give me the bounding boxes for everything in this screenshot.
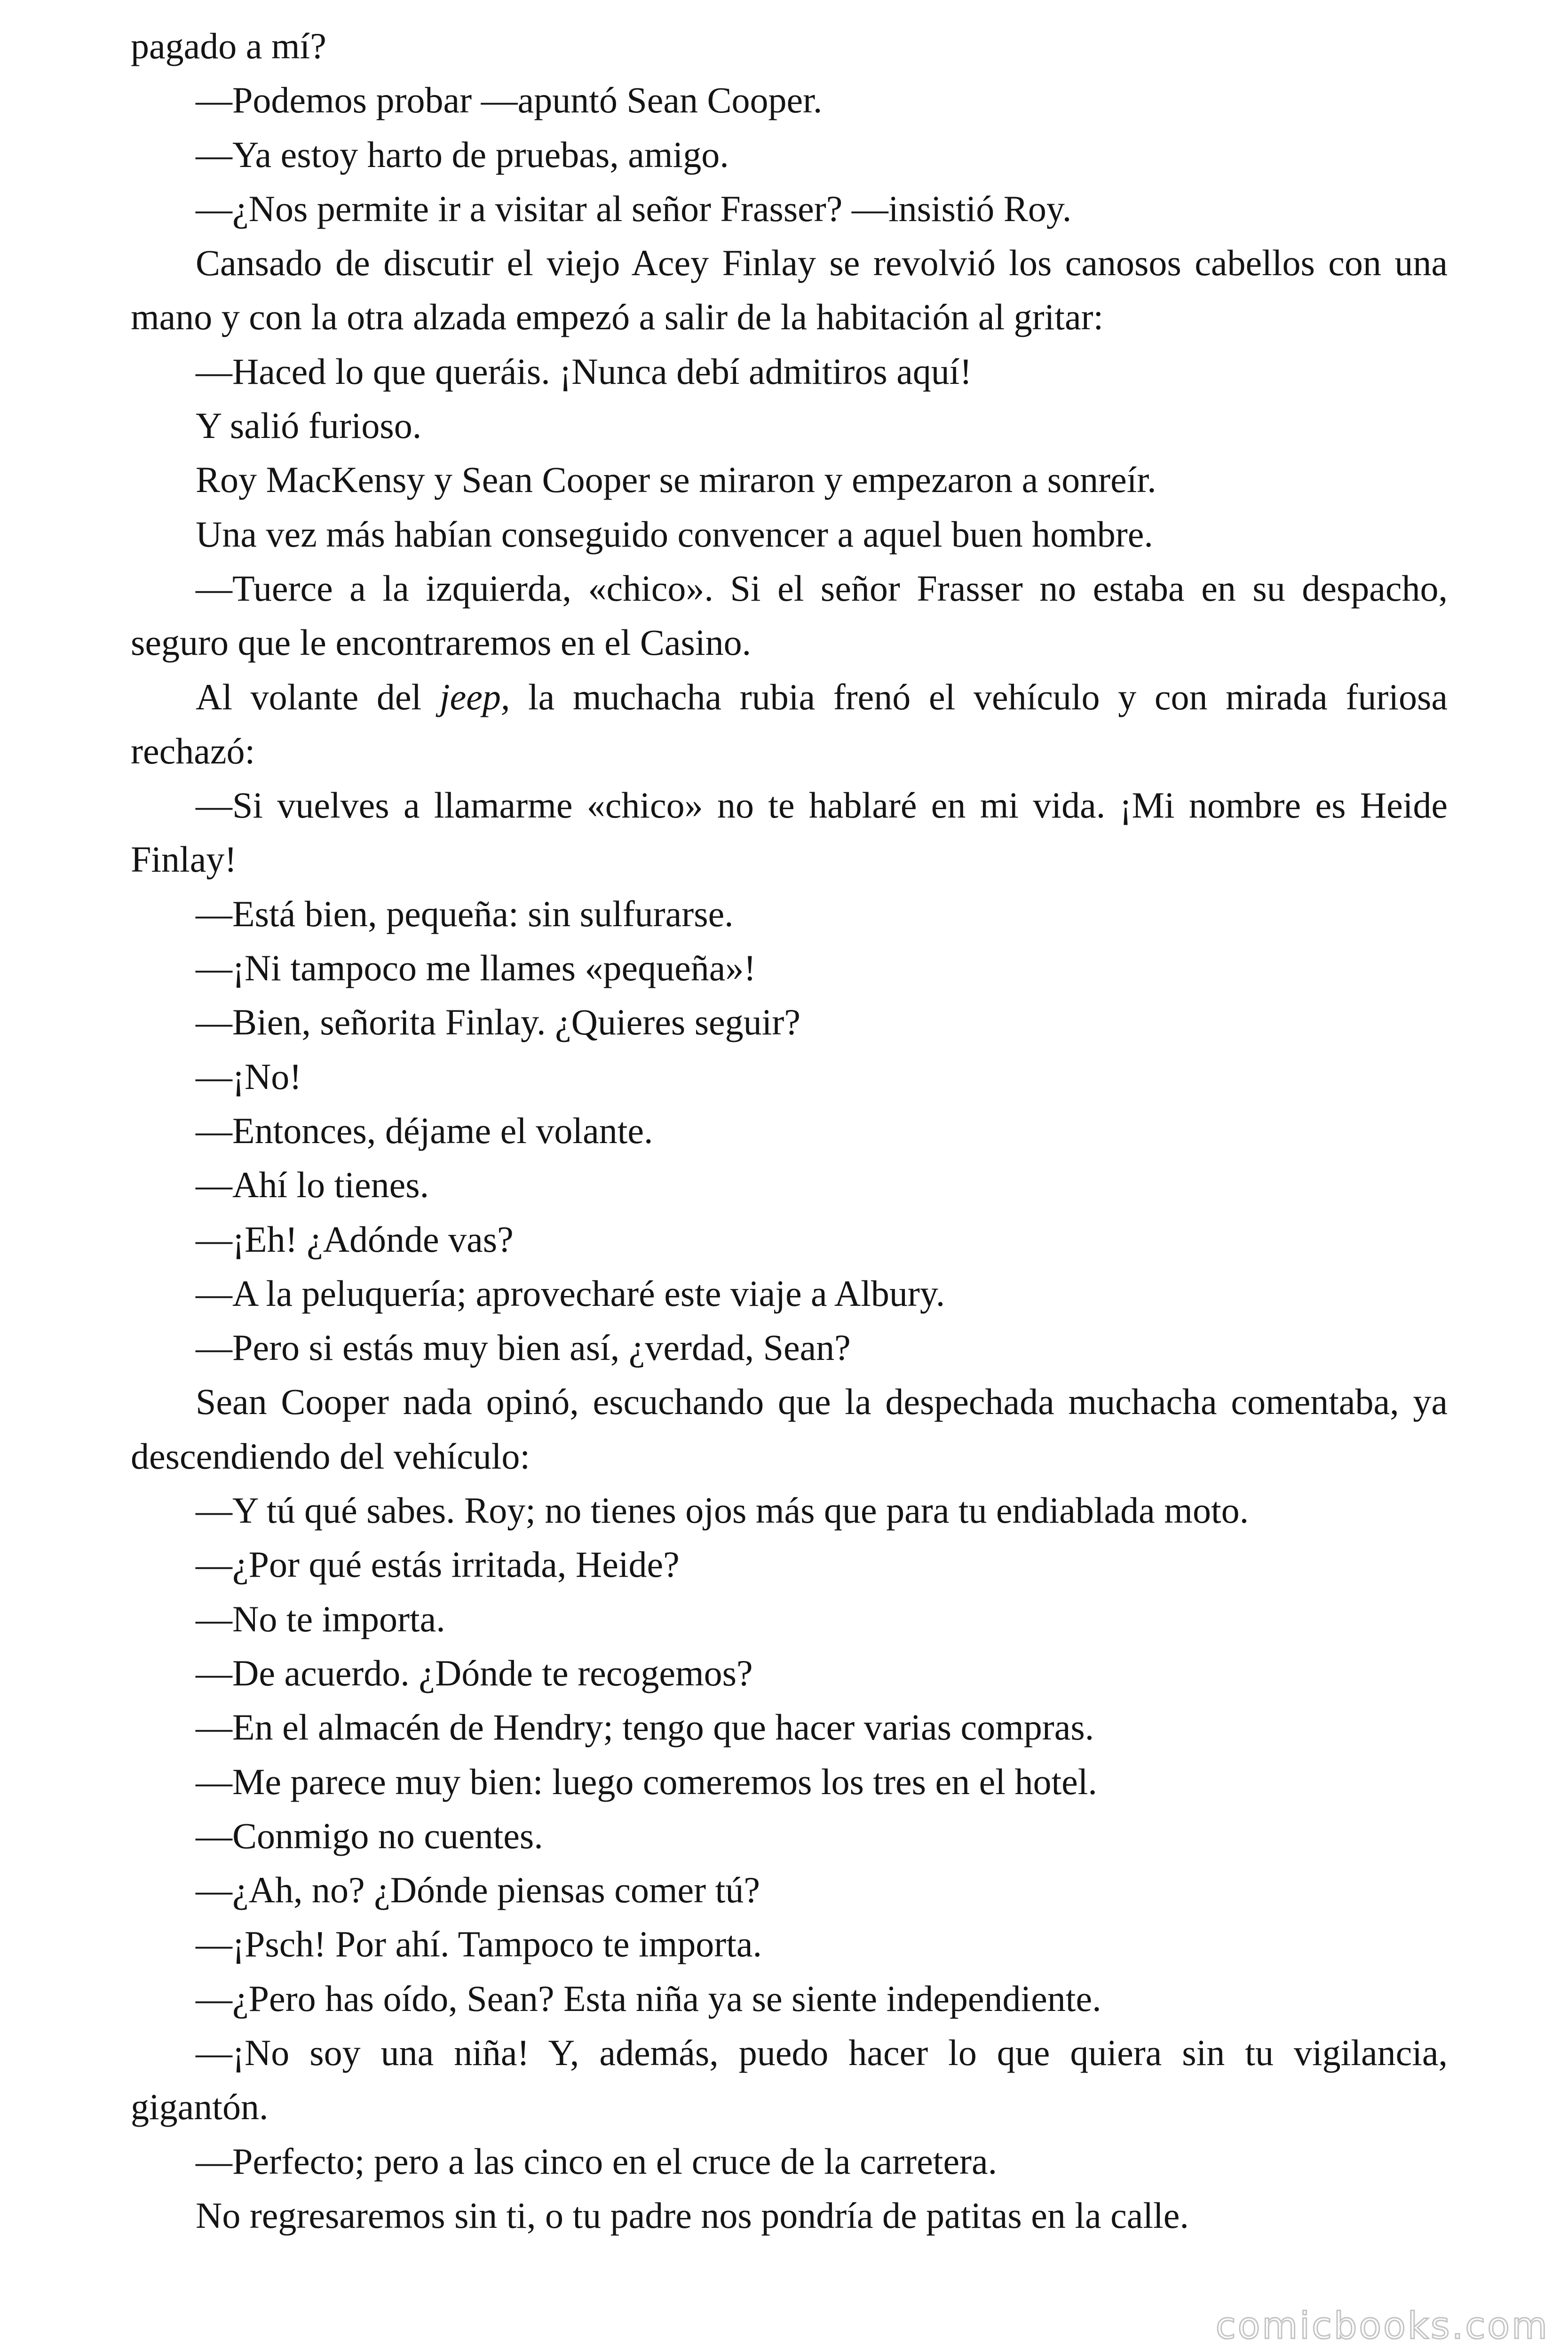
paragraph: —Está bien, pequeña: sin sulfurarse. (196, 893, 734, 934)
paragraph: —Si vuelves a llamarme «chico» no te hablaré en mi vida. ¡Mi nombre es Heide Finlay! (131, 785, 1448, 880)
paragraph: —¿Nos permite ir a visitar al señor Frasser? —insistió Roy. (196, 188, 1072, 229)
paragraph: —A la peluquería; aprovecharé este viaje a Albury. (196, 1272, 945, 1314)
paragraph: Sean Cooper nada opinó, escuchando que la despechada muchacha comentaba, ya descendiendo del vehículo: (131, 1381, 1448, 1477)
paragraph (131, 670, 1448, 779)
paragraph: —Y tú qué sabes. Roy; no tienes ojos más que para tu endiablada moto. (196, 1490, 1249, 1531)
paragraph: —¿Ah, no? ¿Dónde piensas comer tú? (196, 1869, 760, 1911)
paragraph: Y salió furioso. (196, 405, 422, 446)
paragraph: —Entonces, déjame el volante. (196, 1110, 653, 1151)
paragraph: No regresaremos sin ti, o tu padre nos pondría de patitas en la calle. (196, 2194, 1189, 2236)
paragraph-text: Al volante del (196, 676, 440, 717)
paragraph: —¡No! (196, 1056, 302, 1097)
paragraph: —¡No soy una niña! Y, además, puedo hacer lo que quiera sin tu vigilancia, gigantón. (131, 2032, 1448, 2128)
watermark-logo: comicbooks.com (1215, 2305, 1549, 2347)
paragraph: —Me parece muy bien: luego comeremos los tres en el hotel. (196, 1761, 1097, 1802)
paragraph: —Pero si estás muy bien así, ¿verdad, Sean? (196, 1327, 851, 1368)
paragraph: —No te importa. (196, 1598, 445, 1639)
paragraph: —Bien, señorita Finlay. ¿Quieres seguir? (196, 1001, 800, 1043)
paragraph: —Ahí lo tienes. (196, 1164, 429, 1206)
paragraph: —¡Ni tampoco me llames «pequeña»! (196, 947, 756, 989)
paragraph-text: la muchacha rubia frenó el vehículo y con mirada furiosa rechazó: (131, 676, 1448, 771)
paragraph: Roy MacKensy y Sean Cooper se miraron y empezaron a sonreír. (196, 459, 1156, 501)
paragraph: —De acuerdo. ¿Dónde te recogemos? (196, 1652, 753, 1693)
paragraph: Cansado de discutir el viejo Acey Finlay se revolvió los canosos cabellos con una mano y con la otra alzada empezó a salir de la habitación al gritar: (131, 242, 1448, 338)
paragraph: —En el almacén de Hendry; tengo que hacer varias compras. (196, 1707, 1094, 1748)
paragraph: —Perfecto; pero a las cinco en el cruce de la carretera. (196, 2140, 998, 2182)
paragraph: —¿Pero has oído, Sean? Esta niña ya se siente independiente. (196, 1978, 1101, 2019)
book-page-text (131, 19, 1448, 2242)
paragraph: —¡Eh! ¿Adónde vas? (196, 1218, 514, 1260)
paragraph: pagado a mí? (131, 25, 326, 66)
paragraph: —Conmigo no cuentes. (196, 1815, 543, 1856)
paragraph-italic-text: jeep, (439, 676, 510, 717)
paragraph: —Ya estoy harto de pruebas, amigo. (196, 134, 729, 175)
paragraph: —Haced lo que queráis. ¡Nunca debí admitiros aquí! (196, 350, 972, 392)
paragraph: —¡Psch! Por ahí. Tampoco te importa. (196, 1923, 762, 1965)
paragraph: Una vez más habían conseguido convencer a aquel buen hombre. (196, 513, 1153, 555)
paragraph: —¿Por qué estás irritada, Heide? (196, 1544, 680, 1585)
paragraph: —Podemos probar —apuntó Sean Cooper. (196, 79, 823, 121)
paragraph: —Tuerce a la izquierda, «chico». Si el señor Frasser no estaba en su despacho, seguro que le encontraremos en el Casino. (131, 567, 1448, 663)
